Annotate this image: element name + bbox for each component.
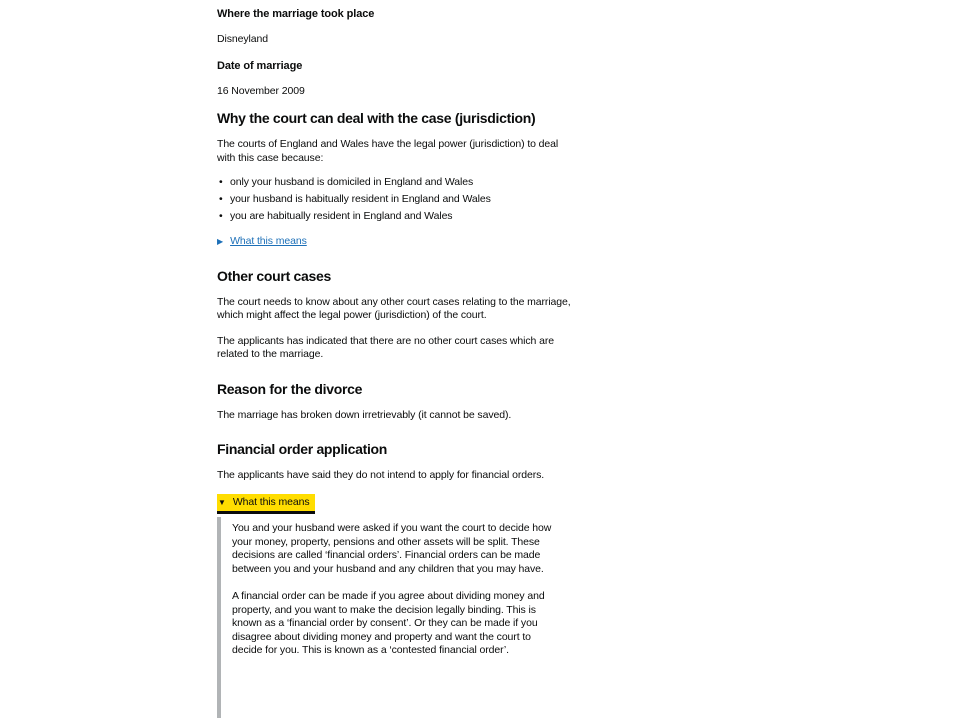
- jurisdiction-details: [217, 235, 575, 249]
- jurisdiction-reason-item: • your husband is habitually resident in England and Wales: [217, 193, 575, 206]
- chevron-down-icon: ▼: [218, 497, 226, 507]
- jurisdiction-details-summary-label: What this means: [230, 235, 307, 248]
- marriage-place-label: Where the marriage took place: [217, 8, 375, 20]
- jurisdiction-details-summary[interactable]: [217, 235, 307, 249]
- application-review-content: [217, 0, 575, 718]
- reason-for-divorce-paragraph: The marriage has broken down irretrievably (it cannot be saved).: [217, 408, 512, 421]
- marriage-date-group: [217, 60, 575, 97]
- jurisdiction-reason-item: • you are habitually resident in England and Wales: [217, 210, 575, 223]
- chevron-right-icon: ▶: [217, 237, 224, 246]
- marriage-place-value: Disneyland: [217, 33, 268, 45]
- financial-order-heading: Financial order application: [217, 441, 388, 458]
- financial-order-details-body: [217, 517, 562, 718]
- financial-order-details-summary[interactable]: [217, 494, 315, 512]
- financial-order-details-summary-label: What this means: [232, 495, 310, 508]
- reason-for-divorce-heading: Reason for the divorce: [217, 380, 363, 397]
- jurisdiction-heading: Why the court can deal with the case (jurisdiction): [217, 110, 536, 126]
- other-court-cases-paragraph-2: The applicants has indicated that there are no other court cases which are related to the marriage.: [217, 334, 554, 361]
- other-court-cases-paragraph-1: The court needs to know about any other court cases relating to the marriage, which might affect the legal power (jurisdiction) of the court.: [217, 295, 571, 322]
- financial-order-paragraph: The applicants have said they do not intend to apply for financial orders.: [217, 469, 545, 482]
- jurisdiction-reason-item: • only your husband is domiciled in England and Wales: [217, 176, 575, 189]
- financial-order-details-paragraph-2: A financial order can be made if you agree about dividing money and property, and you want to make the decision legally binding. This is known as a ‘financial order by consent’. Or they can be made if you disagree about dividing money and property and want the court to decide for you. This is known as a ‘contested financial order’.: [232, 590, 545, 657]
- marriage-date-label: Date of marriage: [217, 60, 303, 72]
- jurisdiction-intro-paragraph: The courts of England and Wales have the legal power (jurisdiction) to deal with this case because:: [217, 138, 559, 164]
- jurisdiction-reasons-list: [217, 176, 575, 223]
- marriage-date-value: 16 November 2009: [217, 85, 305, 97]
- other-court-cases-heading: Other court cases: [217, 267, 331, 284]
- financial-order-details: [217, 494, 575, 718]
- financial-order-details-paragraph-1: You and your husband were asked if you want the court to decide how your money, property, pensions and other assets will be split. These decisions are called ‘financial orders’. Financial orders can be made between you and your husband and any children that you may have.: [232, 522, 552, 575]
- marriage-place-group: [217, 8, 575, 45]
